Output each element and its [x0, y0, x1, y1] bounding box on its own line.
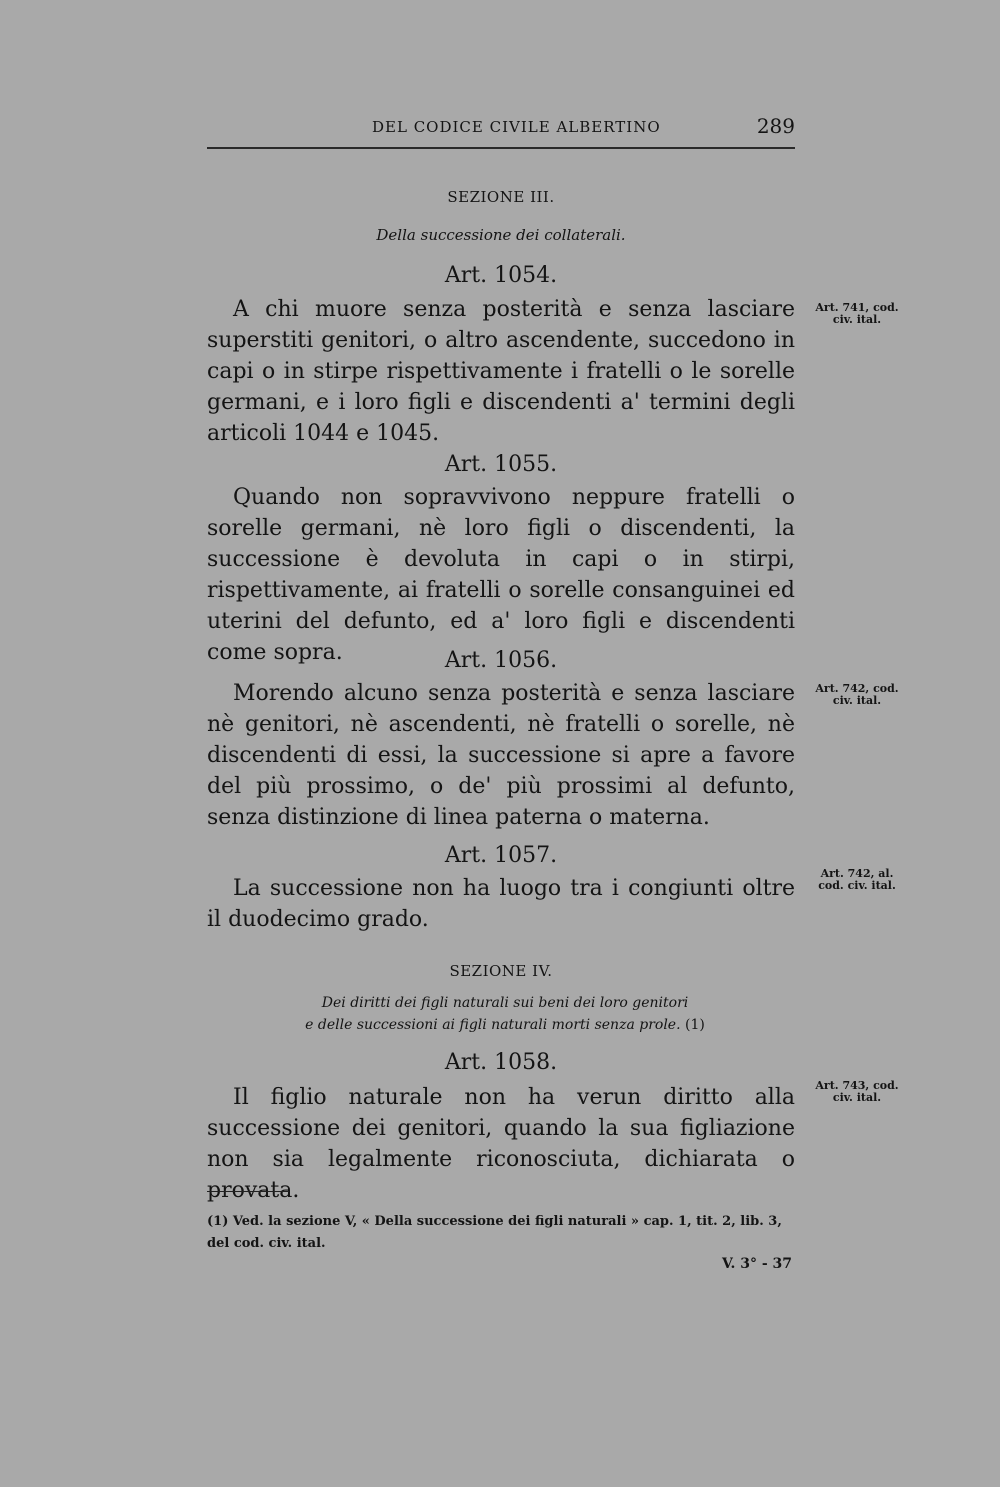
- section-3-subtitle: Della successione dei collaterali.: [376, 226, 626, 244]
- article-1057-margin-note: Art. 742, al. cod. civ. ital.: [818, 867, 896, 892]
- article-1056-heading: Art. 1056.: [444, 648, 558, 673]
- header-rule: [207, 147, 795, 149]
- article-1058-margin-note: Art. 743, cod. civ. ital.: [815, 1079, 899, 1104]
- section-4-title: SEZIONE IV.: [449, 962, 553, 980]
- article-1054-paragraph: A chi muore senza posterità e senza lasciare superstiti genitori, o altro ascendente, succedono in capi o in stirpe rispettivamente i fratelli o le sorelle germani, e i loro figli e discendenti a' termini degli articoli 1044 e 1045.: [207, 297, 795, 446]
- section-4-subtitle-line1: Dei diritti dei figli naturali sui beni dei loro genitori: [321, 995, 689, 1011]
- article-1055-heading: Art. 1055.: [444, 452, 558, 477]
- section-4-subtitle-text: e delle successioni ai figli naturali morti senza prole.: [305, 1017, 681, 1033]
- article-1058-text: [207, 1082, 795, 1206]
- section-4-subtitle-line2: [260, 1015, 750, 1035]
- article-1055-text: [207, 482, 795, 668]
- section-3-title: SEZIONE III.: [447, 188, 555, 206]
- running-header: [207, 116, 795, 150]
- article-1057-heading: Art. 1057.: [444, 843, 558, 868]
- article-1054-heading: Art. 1054.: [444, 263, 558, 288]
- article-1057-text: [207, 873, 795, 935]
- article-1057-paragraph: La successione non ha luogo tra i congiunti oltre il duodecimo grado.: [207, 876, 795, 932]
- article-1054-margin-note: Art. 741, cod. civ. ital.: [815, 301, 899, 326]
- article-1054-text: [207, 294, 795, 449]
- article-1055-paragraph: Quando non sopravvivono neppure fratelli o sorelle germani, nè loro figli o discendenti, la successione è devoluta in capi o in stirpi, rispettivamente, ai fratelli o sorelle consanguinei ed uterini del defunto, ed a' loro figli e discendenti come sopra.: [207, 485, 795, 665]
- article-1056-paragraph: Morendo alcuno senza posterità e senza lasciare nè genitori, nè ascendenti, nè fratelli o sorelle, nè discendenti di essi, la successione si apre a favore del più prossimo, o de' più prossimi al defunto, senza distinzione di linea paterna o materna.: [207, 681, 795, 830]
- footnote-reference: (1): [685, 1017, 705, 1033]
- footnote: (1) Ved. la sezione V, « Della successione dei figli naturali » cap. 1, tit. 2, lib. 3, del cod. civ. ital.: [207, 1214, 782, 1251]
- article-1056-text: [207, 678, 795, 833]
- footnote-rule: [207, 1191, 289, 1192]
- page-number: 289: [756, 114, 795, 138]
- article-1058-paragraph: Il figlio naturale non ha verun diritto alla successione dei genitori, quando la sua figliazione non sia legalmente riconosciuta, dichiarata o provata.: [207, 1085, 795, 1203]
- article-1058-heading: Art. 1058.: [444, 1050, 558, 1075]
- article-1056-margin-note: Art. 742, cod. civ. ital.: [815, 682, 899, 707]
- signature-mark: V. 3° - 37: [722, 1256, 792, 1272]
- running-title: DEL CODICE CIVILE ALBERTINO: [372, 118, 661, 136]
